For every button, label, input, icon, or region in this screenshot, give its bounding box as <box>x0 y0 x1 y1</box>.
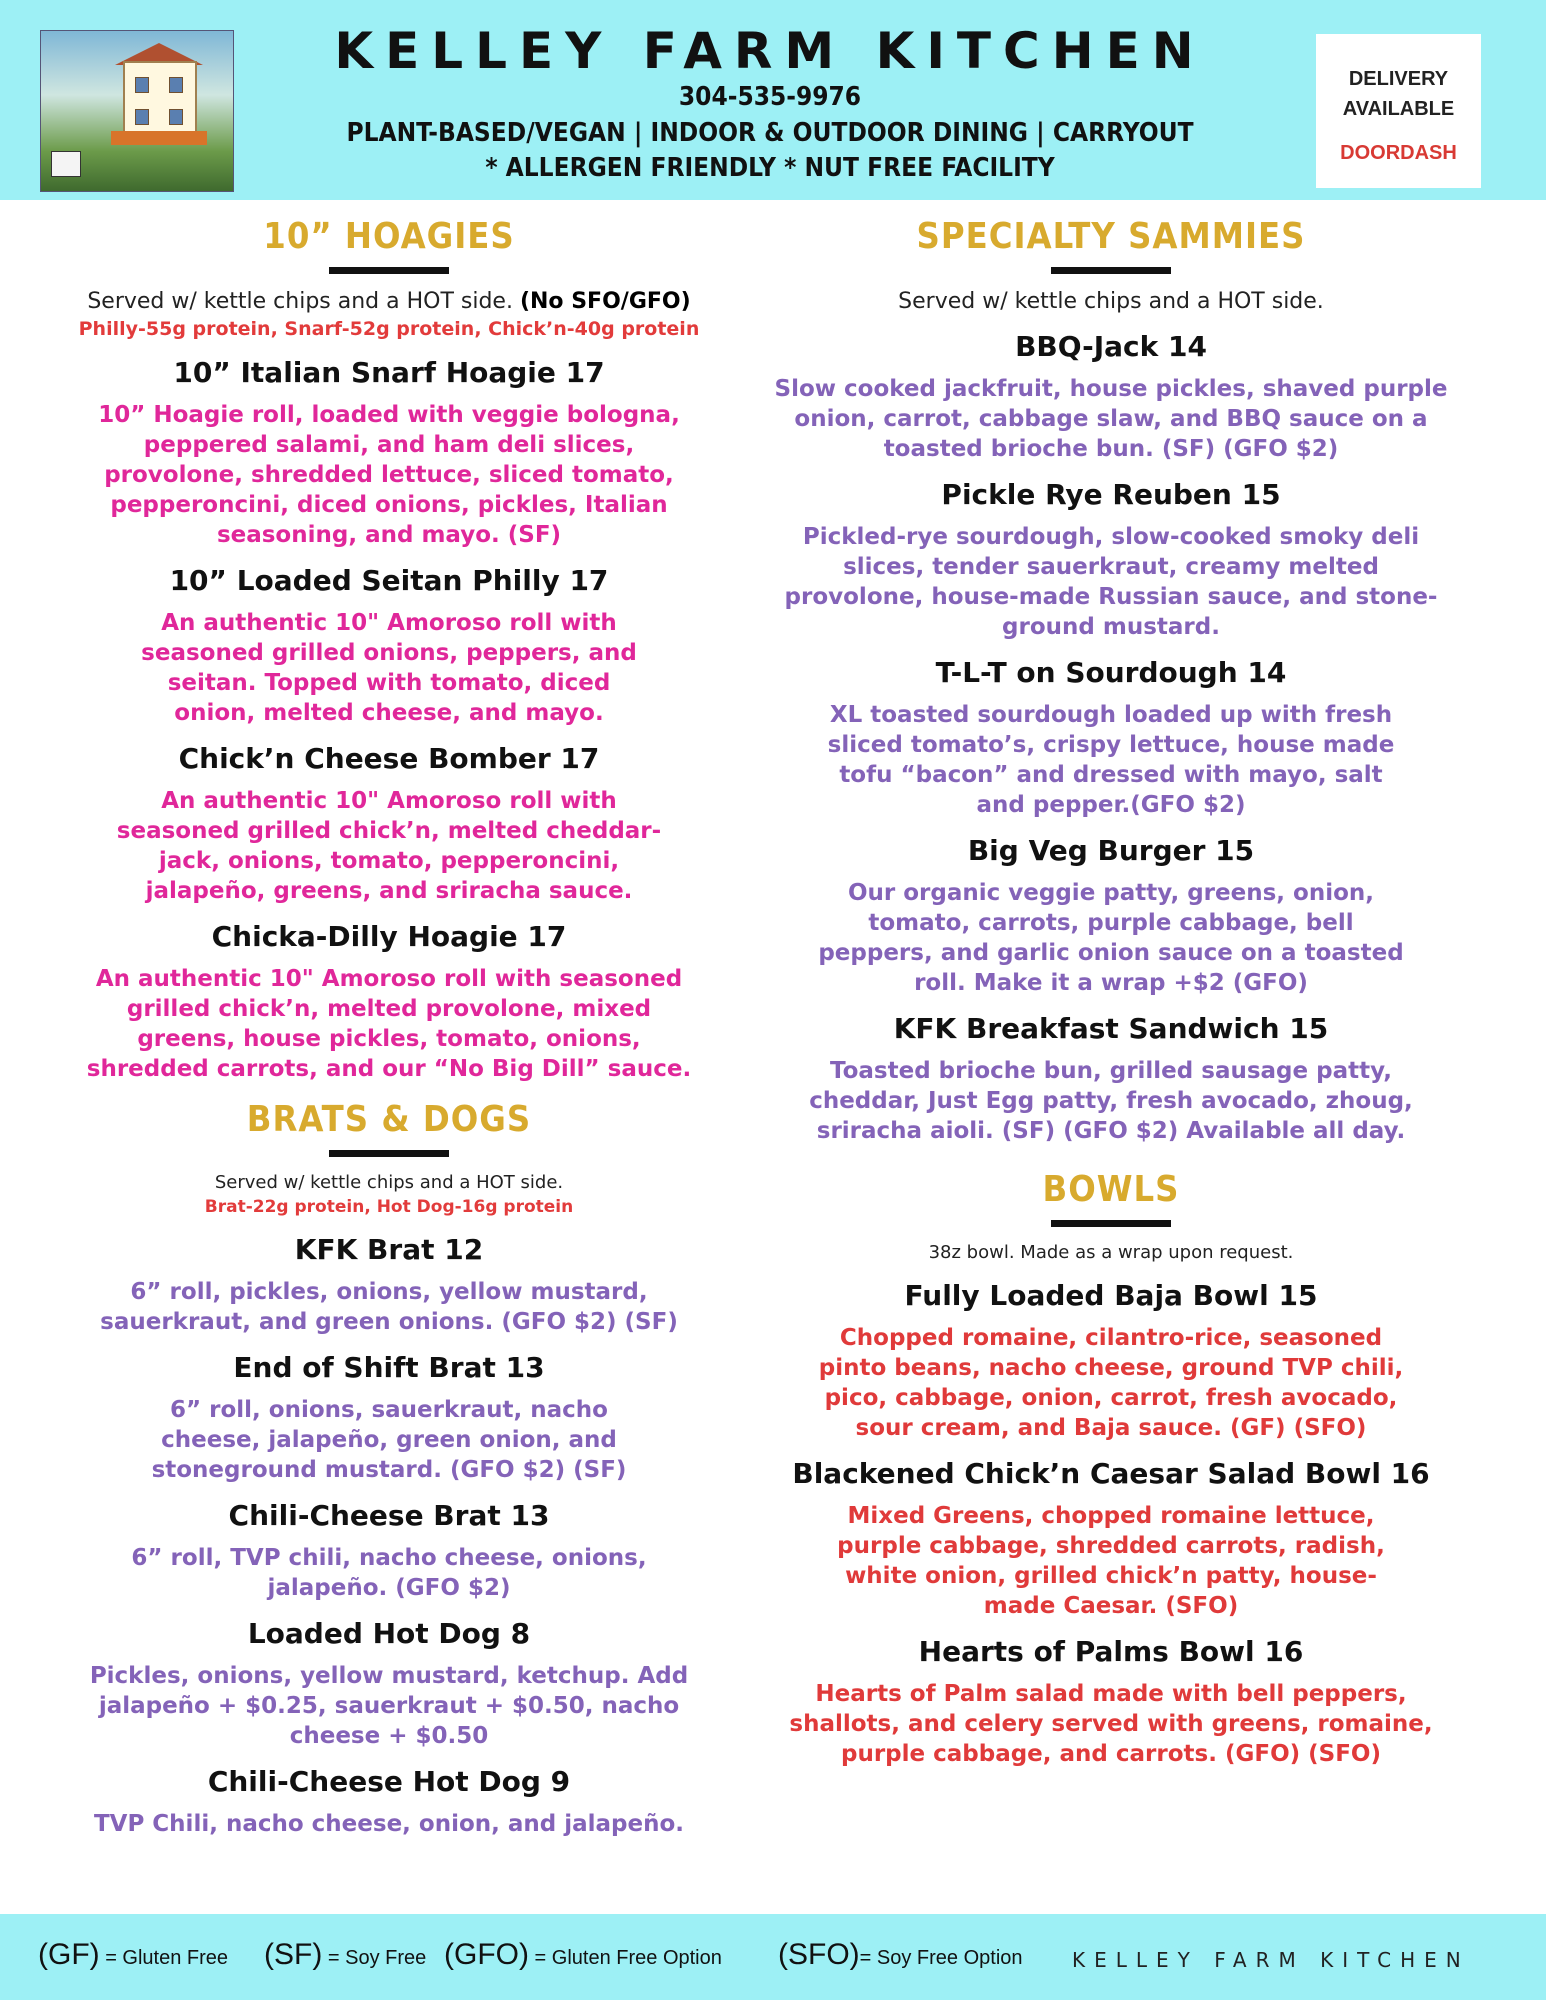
menu-item-desc: Pickles, onions, yellow mustard, ketchup. Add jalapeño + $0.25, sauerkraut + $0.50, nacho cheese + $0.50 <box>89 1663 689 1749</box>
menu-item-desc: An authentic 10" Amoroso roll with seasoned grilled onions, peppers, and seitan. Topped with tomato, diced onion, melted cheese, and mayo. <box>141 610 637 726</box>
delivery-line2: AVAILABLE <box>1342 98 1455 120</box>
hoagies-note <box>78 288 700 316</box>
logo-porch-shape <box>111 131 207 145</box>
logo-window <box>135 109 149 125</box>
brats-section <box>78 1098 700 1839</box>
delivery-box <box>1316 34 1481 188</box>
menu-item-name: 10” Loaded Seitan Philly 17 <box>169 564 609 597</box>
section-title-sammies: SPECIALTY SAMMIES <box>916 216 1306 257</box>
tagline: PLANT-BASED/VEGAN | INDOOR & OUTDOOR DINING | CARRYOUT <box>346 118 1194 148</box>
menu-item-name: Chili-Cheese Brat 13 <box>228 1499 550 1532</box>
tagline-allergen: * ALLERGEN FRIENDLY * NUT FREE FACILITY <box>485 153 1055 183</box>
logo-window <box>135 77 149 93</box>
menu-item-name: Pickle Rye Reuben 15 <box>941 478 1281 511</box>
delivery-line1: DELIVERY <box>1348 68 1449 90</box>
logo-window <box>169 77 183 93</box>
menu-item-desc: Our organic veggie patty, greens, onion, tomato, carrots, purple cabbage, bell peppers, and garlic onion sauce on a toasted roll. Make it a wrap +$2 (GFO) <box>818 880 1404 996</box>
menu-item-desc: 6” roll, onions, sauerkraut, nacho cheese, jalapeño, green onion, and stoneground mustard. (GFO $2) (SF) <box>151 1397 627 1483</box>
doordash-link[interactable]: DOORDASH <box>1340 142 1457 164</box>
section-divider <box>1051 1220 1171 1227</box>
section-divider <box>329 1150 449 1157</box>
brats-protein: Brat-22g protein, Hot Dog-16g protein <box>204 1197 574 1217</box>
legend-sfo <box>778 1938 1023 1972</box>
menu-item-desc: 6” roll, TVP chili, nacho cheese, onions, jalapeño. (GFO $2) <box>131 1545 647 1601</box>
legend-def: = Gluten Free <box>99 1947 229 1969</box>
footer-banner <box>0 1914 1546 2000</box>
menu-item-name: Big Veg Burger 15 <box>967 834 1255 867</box>
menu-item-name: End of Shift Brat 13 <box>233 1351 545 1384</box>
menu-item-name: Chicka-Dilly Hoagie 17 <box>211 920 567 953</box>
menu-item-desc: Hearts of Palm salad made with bell peppers, shallots, and celery served with greens, romaine, purple cabbage, and carrots. (GFO) (SFO) <box>789 1681 1433 1767</box>
phone-number[interactable]: 304-535-9976 <box>678 82 862 112</box>
menu-item-name: KFK Brat 12 <box>294 1233 484 1266</box>
restaurant-photo-logo <box>40 30 234 192</box>
menu-item-desc: 6” roll, pickles, onions, yellow mustard, sauerkraut, and green onions. (GFO $2) (SF) <box>100 1279 678 1335</box>
legend-abbr: (GFO) <box>444 1938 529 1971</box>
right-column <box>740 215 1482 1769</box>
menu-item-name: Fully Loaded Baja Bowl 15 <box>904 1279 1318 1312</box>
legend-abbr: (SF) <box>264 1938 323 1971</box>
menu-item-name: Chick’n Cheese Bomber 17 <box>178 742 600 775</box>
bowls-note: 38z bowl. Made as a wrap upon request. <box>928 1242 1294 1263</box>
legend-abbr: (GF) <box>38 1938 100 1971</box>
menu-item-desc: Toasted brioche bun, grilled sausage patty, cheddar, Just Egg patty, fresh avocado, zhoug, sriracha aioli. (SF) (GFO $2) Available all day. <box>809 1058 1413 1144</box>
menu-item-name: T-L-T on Sourdough 14 <box>935 656 1287 689</box>
footer-brand: KELLEY FARM KITCHEN <box>1072 1948 1470 1972</box>
legend-abbr: (SFO) <box>778 1938 860 1971</box>
menu-item-name: BBQ-Jack 14 <box>1015 330 1207 363</box>
left-column <box>78 215 700 1839</box>
menu-item-name: KFK Breakfast Sandwich 15 <box>893 1012 1329 1045</box>
logo-window <box>169 109 183 125</box>
sammies-section <box>740 215 1482 1146</box>
menu-item-desc: TVP Chili, nacho cheese, onion, and jalapeño. <box>93 1811 685 1837</box>
legend-sf <box>264 1938 426 1972</box>
menu-item-desc: 10” Hoagie roll, loaded with veggie bologna, peppered salami, and ham deli slices, provolone, shredded lettuce, sliced tomato, pepperoncini, diced onions, pickles, Italian seasoning, and mayo. (SF) <box>98 402 680 548</box>
bowls-section <box>740 1168 1482 1769</box>
legend-gfo <box>444 1938 722 1972</box>
menu-item-desc: Mixed Greens, chopped romaine lettuce, purple cabbage, shredded carrots, radish, white onion, grilled chick’n patty, house-made Caesar. (SFO) <box>837 1503 1385 1619</box>
section-divider <box>1051 267 1171 274</box>
legend-def: = Gluten Free Option <box>528 1947 722 1969</box>
menu-item-desc: XL toasted sourdough loaded up with fresh sliced tomato’s, crispy lettuce, house made tofu “bacon” and dressed with mayo, salt and pepper.(GFO $2) <box>827 702 1395 818</box>
delivery-label <box>1316 64 1481 124</box>
hoagies-note-bold: (No SFO/GFO) <box>519 289 691 314</box>
section-divider <box>329 267 449 274</box>
hoagies-section <box>78 215 700 1084</box>
menu-item-desc: Slow cooked jackfruit, house pickles, shaved purple onion, carrot, cabbage slaw, and BBQ sauce on a toasted brioche bun. (SF) (GFO $2) <box>774 376 1448 462</box>
section-title-hoagies: 10” HOAGIES <box>263 216 515 257</box>
legend-def: = Soy Free <box>322 1947 427 1969</box>
menu-item-desc: Chopped romaine, cilantro-rice, seasoned pinto beans, nacho cheese, ground TVP chili, pico, cabbage, onion, carrot, fresh avocado, sour cream, and Baja sauce. (GF) (SFO) <box>818 1325 1404 1441</box>
menu-item-name: Loaded Hot Dog 8 <box>247 1617 531 1650</box>
logo-sign-shape <box>51 151 81 177</box>
hoagies-note-text: Served w/ kettle chips and a HOT side. <box>87 289 513 314</box>
hoagies-protein: Philly-55g protein, Snarf-52g protein, Chick’n-40g protein <box>78 318 700 340</box>
menu-item-name: 10” Italian Snarf Hoagie 17 <box>173 356 605 389</box>
legend-gf <box>38 1938 228 1972</box>
legend-def: = Soy Free Option <box>859 1947 1023 1969</box>
header-banner <box>0 0 1546 200</box>
brats-note: Served w/ kettle chips and a HOT side. <box>214 1172 564 1193</box>
section-title-brats: BRATS & DOGS <box>246 1099 532 1140</box>
menu-item-desc: An authentic 10" Amoroso roll with seasoned grilled chick’n, melted cheddar-jack, onions, tomato, pepperoncini, jalapeño, greens, and sriracha sauce. <box>116 788 662 904</box>
menu-item-name: Blackened Chick’n Caesar Salad Bowl 16 <box>792 1457 1430 1490</box>
menu-item-name: Hearts of Palms Bowl 16 <box>918 1635 1304 1668</box>
menu-item-desc: Pickled-rye sourdough, slow-cooked smoky deli slices, tender sauerkraut, creamy melted provolone, house-made Russian sauce, and stone-ground mustard. <box>784 524 1438 640</box>
restaurant-title: KELLEY FARM KITCHEN <box>334 22 1206 80</box>
menu-item-name: Chili-Cheese Hot Dog 9 <box>207 1765 571 1798</box>
menu-item-desc: An authentic 10" Amoroso roll with seasoned grilled chick’n, melted provolone, mixed greens, house pickles, tomato, onions, shredded carrots, and our “No Big Dill” sauce. <box>86 966 692 1082</box>
section-title-bowls: BOWLS <box>1042 1169 1180 1210</box>
sammies-note: Served w/ kettle chips and a HOT side. <box>898 289 1324 314</box>
